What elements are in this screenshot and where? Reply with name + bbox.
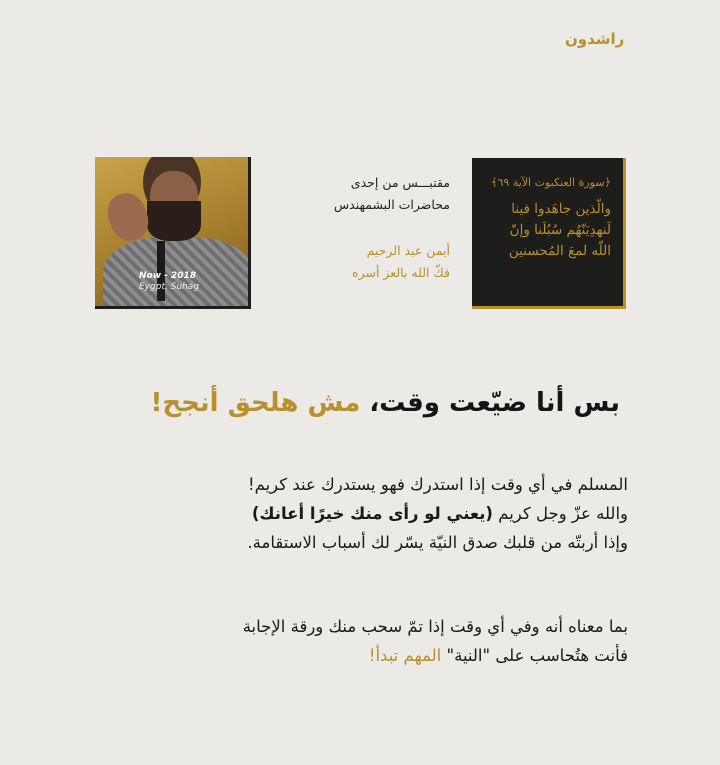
brand-logo: راشدون [565,30,625,48]
paragraph-1 [90,470,628,557]
headline [90,388,620,418]
verse-box [472,158,626,309]
paragraph-emphasis: (يعني لو رأى منك خيرًا أعانك) [251,504,493,523]
paragraph-line: بما معناه أنه وفي أي وقت إذا تمّ سحب منك ورقة الإجابة [242,617,628,636]
quote-source [270,172,450,284]
headline-highlight: مش هلحق أنجح! [150,388,361,418]
verse-line: والّذين جاهَدوا فينا [511,201,611,217]
headline-part: بس أنا ضيّعت وقت، [360,388,620,418]
paragraph-2 [90,612,628,670]
verse-reference: ﴿سورة العنكبوت الآية ٦٩﴾ [491,176,611,189]
verse-line: لَنهدِيَنّهُم سُبُلَنا وإنّ [509,222,611,238]
paragraph-line: وإذا أربتّه من قلبك صدق النيّة يسّر لك أسباب الاستقامة. [247,533,628,552]
speaker-photo [95,157,251,309]
photo-caption-place: Eygpt, Suhag [139,282,200,292]
paragraph-line [90,641,628,670]
speaker-prayer: فكّ الله بالعز أسره [352,265,450,280]
verse-line: اللّه لمعَ المُحسنين [508,243,611,259]
paragraph-highlight: المهم تبدأ! [368,646,442,665]
paragraph-line: المسلم في أي وقت إذا استدرك فهو يستدرك عند كريم! [247,475,628,494]
speaker-name: أيمن عبد الرحيم [366,243,450,258]
paragraph-text: فأنت هتُحاسب على "النية" [441,646,628,665]
paragraph-text: والله عزّ وجل كريم [492,504,628,523]
photo-caption-year: Now - 2018 [139,271,197,281]
quote-source-line: محاضرات البشمهندس [333,197,450,212]
quote-source-line: مقتبـــس من إحدى [350,175,450,190]
paragraph-line [90,499,628,528]
